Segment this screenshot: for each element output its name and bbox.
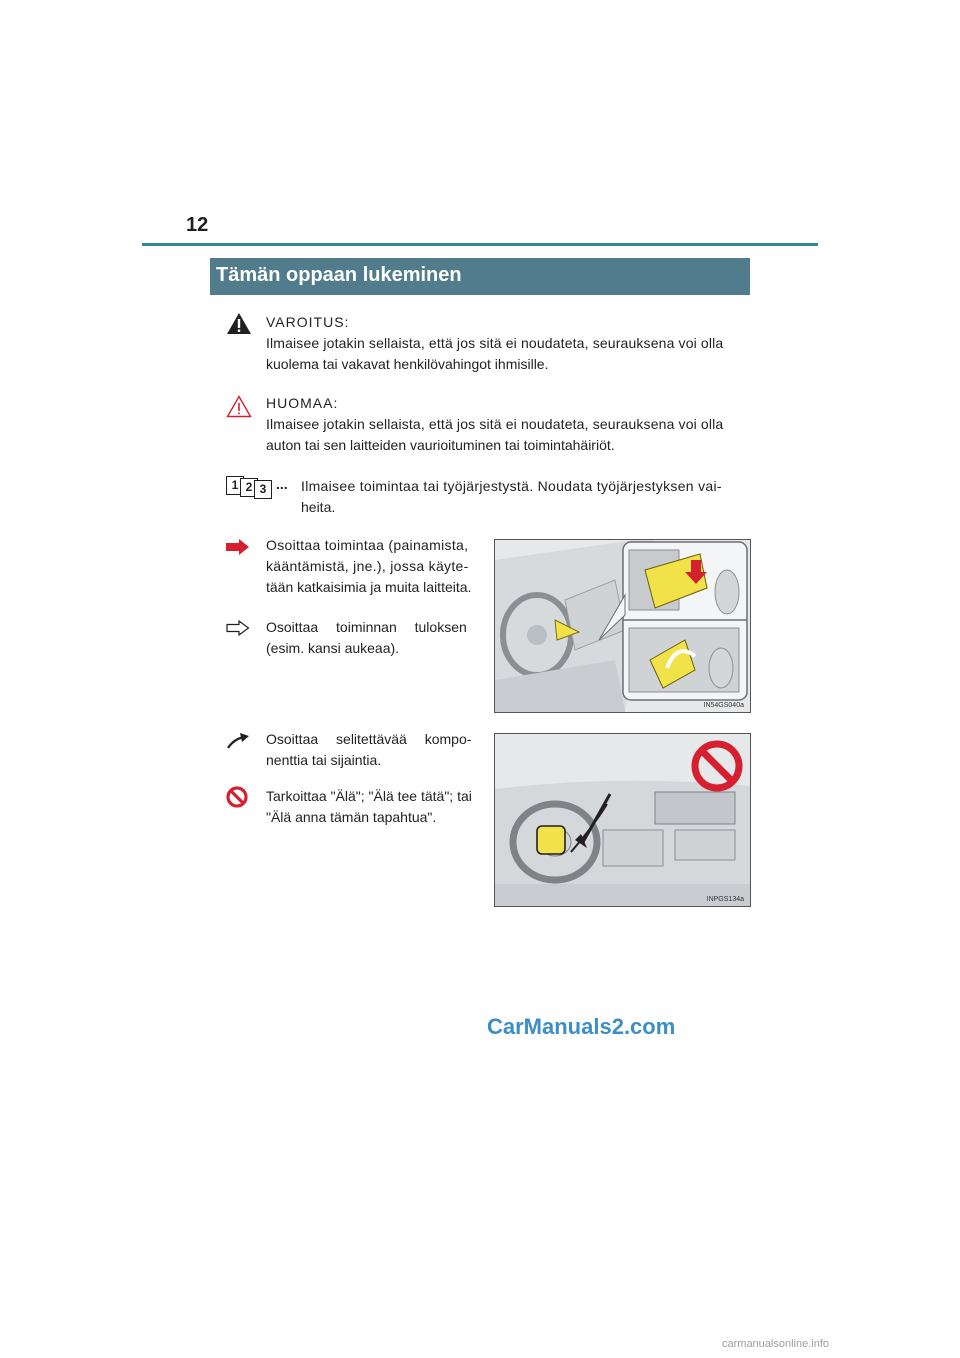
warning-outline-icon	[226, 395, 252, 418]
step-badge-2: 2	[240, 478, 258, 497]
footer-watermark: carmanualsonline.info	[722, 1338, 830, 1350]
warning-block	[266, 312, 746, 375]
component-line-2: nenttia tai sijaintia.	[266, 752, 382, 768]
step-badges-icon	[226, 476, 296, 496]
prohibit-icon	[226, 786, 248, 808]
result-block	[266, 617, 480, 659]
warning-line-1: Ilmaisee jotakin sellaista, että jos sitä ei noudateta, seurauksena voi olla	[266, 335, 724, 351]
component-block	[266, 729, 480, 771]
step-badge-1: 1	[226, 476, 244, 495]
result-line-1: Osoittaa toiminnan tuloksen	[266, 619, 467, 635]
component-line-1: Osoittaa selitettävää kompo-	[266, 731, 472, 747]
page-number: 12	[186, 214, 209, 236]
dashboard-illustration	[494, 733, 751, 907]
step-badge-3: 3	[254, 480, 272, 499]
prohibit-line-2: "Älä anna tämän tapahtua".	[266, 809, 437, 825]
outline-arrow-icon	[226, 620, 250, 636]
steps-line-1: Ilmaisee toimintaa tai työjärjestystä. Noudata työjärjestyksen vai-	[301, 478, 722, 494]
action-line-2: kääntämistä, jne.), jossa käyte-	[266, 558, 469, 574]
section-header	[210, 258, 750, 295]
prohibit-block	[266, 786, 480, 828]
action-line-3: tään katkaisimia ja muita laitteita.	[266, 579, 472, 595]
notice-line-1: Ilmaisee jotakin sellaista, että jos sitä ei noudateta, seurauksena voi olla	[266, 416, 724, 432]
image-2-code: INPGS134a	[706, 896, 744, 903]
action-block	[266, 535, 480, 598]
action-line-1: Osoittaa toimintaa (painamista,	[266, 537, 469, 553]
notice-line-2: auton tai sen laitteiden vaurioituminen tai toimintahäiriöt.	[266, 437, 615, 453]
warning-label: VAROITUS:	[266, 314, 350, 330]
solid-arrow-icon	[226, 539, 250, 555]
prohibit-line-1: Tarkoittaa "Älä"; "Älä tee tätä"; tai	[266, 788, 472, 804]
header-rule	[142, 243, 818, 246]
warning-filled-icon	[226, 312, 252, 335]
step-ellipsis: ...	[276, 476, 288, 492]
image-1-code: IN54GS040a	[703, 702, 744, 709]
dashboard-drawing	[495, 734, 750, 906]
notice-label: HUOMAA:	[266, 395, 339, 411]
section-title: Tämän oppaan lukeminen	[216, 264, 462, 286]
result-line-2: (esim. kansi aukeaa).	[266, 640, 400, 656]
warning-line-2: kuolema tai vakavat henkilövahingot ihmisille.	[266, 356, 549, 372]
steps-block	[301, 476, 746, 518]
watermark: CarManuals2.com	[487, 1014, 676, 1039]
curved-arrow-icon	[226, 733, 250, 749]
steps-line-2: heita.	[301, 499, 336, 515]
center-console-illustration	[494, 539, 751, 713]
center-console-drawing	[495, 540, 750, 712]
notice-block	[266, 393, 746, 456]
